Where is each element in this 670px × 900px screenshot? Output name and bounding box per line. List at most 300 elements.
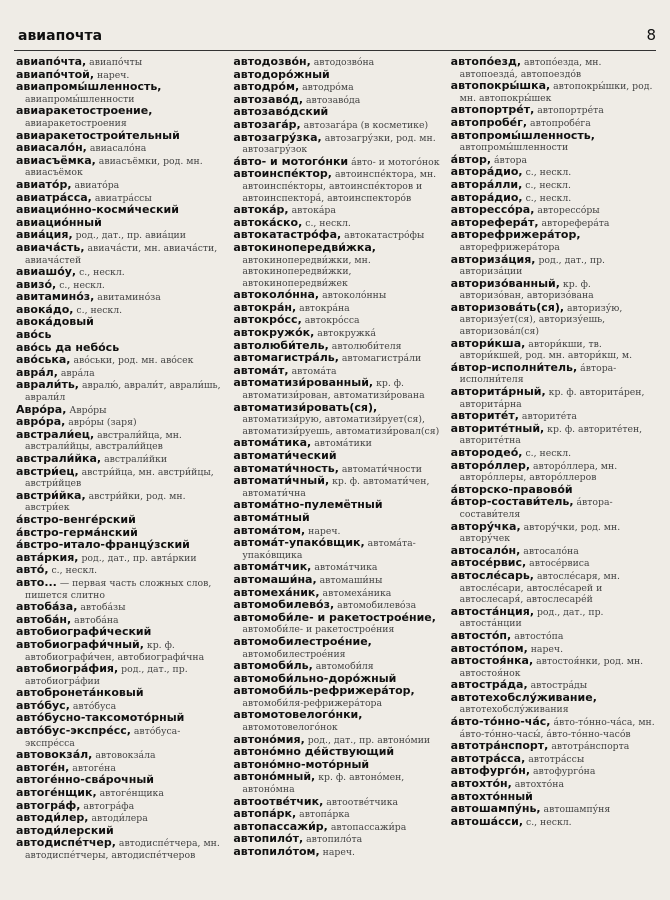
entry-forms: автомобилево́за: [337, 600, 417, 612]
headword: австрали́йка,: [16, 452, 102, 465]
entry-forms: автоматизи́рую, автоматизи́рует(ся), автоматизи́руешь, автоматизи́ровал(ся): [242, 414, 440, 437]
dictionary-entry: [233, 168, 440, 204]
headword: автомати́ческий: [233, 449, 337, 462]
headword: автотра́сса,: [450, 751, 526, 765]
dictionary-entry: [233, 377, 440, 401]
headword: авторефрижера́тор,: [450, 228, 581, 242]
entry-forms: автоди́лера: [91, 813, 148, 825]
entry-forms: авро́ры (заря): [68, 417, 137, 429]
dictionary-entry: [451, 80, 658, 104]
dictionary-entry: [16, 725, 223, 749]
headword: автодиспе́тчер,: [16, 836, 116, 850]
page-header: [14, 28, 656, 51]
headword: авто́бус-экспре́сс,: [16, 724, 131, 738]
entry-forms: автопассажи́ра: [330, 821, 407, 833]
headword: автодоро́жный: [233, 67, 330, 81]
headword: авиацио́нный: [16, 215, 102, 229]
entry-forms: автоколо́нны: [322, 290, 387, 302]
entry-forms: аво́ськи, род. мн. аво́сек: [73, 355, 194, 367]
page-number: 8: [646, 26, 656, 44]
headword: а́втор,: [450, 152, 492, 166]
entry-forms: авиапо́чты: [89, 57, 143, 68]
entry-forms: автопробе́га: [530, 117, 591, 129]
headword: автобиографи́ческий: [16, 625, 152, 639]
headword: авиаракетострои́тельный: [16, 128, 180, 142]
dictionary-entry: [451, 570, 658, 606]
entry-forms: автодозво́на: [313, 57, 375, 68]
entry-forms: австрали́йца, мн. австрали́йцы, австрали́йцев: [25, 429, 182, 453]
entry-forms: авиасало́на: [89, 143, 147, 155]
dictionary-entry: [451, 386, 658, 410]
headword: автопило́том,: [233, 845, 320, 858]
headword: авиапромы́шленность,: [16, 80, 162, 94]
entry-forms: автопило́та: [306, 834, 363, 846]
dictionary-entry: [233, 636, 440, 660]
headword: автопило́т,: [233, 832, 304, 846]
headword: австри́йка,: [16, 488, 86, 502]
headword: автомотовелого́нки,: [233, 708, 363, 722]
headword: автома́тный: [233, 510, 310, 524]
entry-forms: а́втора: [494, 154, 528, 166]
dictionary-column-3: [451, 56, 658, 890]
headword: автогра́ф,: [16, 798, 81, 812]
headword: авитамино́з,: [16, 290, 95, 304]
headword: автопромы́шленность,: [450, 128, 595, 142]
headword: автостра́да,: [450, 678, 528, 692]
headword: автоди́лер,: [16, 811, 89, 825]
headword: авиача́сть,: [16, 240, 85, 254]
entry-forms: с., нескл.: [525, 816, 572, 828]
headword: автора́дио,: [450, 165, 523, 179]
entry-forms: автома́та: [291, 365, 337, 377]
entry-forms: нареч.: [322, 847, 355, 858]
headword: а́втор-состави́тель,: [450, 495, 574, 509]
headword: автобронета́нковый: [16, 686, 144, 700]
headword: Авро́ра,: [16, 402, 67, 416]
headword: автопассажи́р,: [233, 819, 328, 833]
entry-forms: автокро́сса: [304, 315, 360, 327]
dictionary-entry: [451, 130, 658, 154]
headword: автозагру́зка,: [233, 130, 322, 144]
dictionary-column-2: [233, 56, 440, 890]
dictionary-entry: [16, 639, 223, 663]
entry-forms: кр. ф. авторизо́ван, авторизо́вана: [459, 278, 594, 302]
headword: авока́довый: [16, 315, 94, 329]
headword: автомагистра́ль,: [233, 351, 339, 365]
headword: автомати́чность,: [233, 461, 339, 475]
dictionary-entry: [16, 837, 223, 861]
headword: автошампу́нь,: [450, 802, 541, 816]
headword: авторизо́ванный,: [450, 276, 560, 290]
entry-forms: с., нескл.: [59, 279, 105, 291]
entry-forms: автомеха́ника: [322, 587, 392, 599]
running-head: авиапочта: [18, 28, 103, 44]
headword: а́вто- и мотого́нки: [233, 154, 349, 168]
entry-forms: автостоя́нки, род. мн. автостоя́нок: [459, 656, 644, 679]
headword: автокатастро́фа,: [233, 228, 342, 242]
dictionary-entry: [233, 475, 440, 499]
headword: авизо́,: [16, 277, 57, 291]
headword: автоно́мно де́йствующий: [233, 745, 395, 759]
entry-forms: автотра́ссы: [528, 753, 585, 765]
dictionary-entry: [451, 254, 658, 278]
headword: авиашо́у,: [16, 265, 77, 279]
entry-forms: автохто́на: [514, 779, 564, 791]
dictionary-entry: [233, 771, 440, 795]
entry-forms: род., дат., пр. авториза́ции: [459, 254, 605, 278]
entry-forms: род., дат., пр. авта́ркии: [81, 552, 197, 564]
entry-forms: автотра́нспорта: [551, 741, 630, 753]
dictionary-entry: [16, 81, 223, 105]
entry-forms: автомати́чности: [341, 463, 422, 475]
entry-forms: авто́буса-экспре́сса: [25, 726, 181, 749]
dictionary-entry: [16, 105, 223, 129]
entry-forms: автозаво́да: [306, 94, 361, 106]
entry-forms: авра́ла: [60, 367, 95, 379]
headword: автолюби́тель,: [233, 338, 329, 352]
headword: автозага́р,: [233, 117, 301, 131]
entry-forms: кр. ф. авторита́рен, авторита́рна: [459, 387, 645, 410]
entry-forms: нареч.: [530, 643, 564, 655]
headword: автомаши́на,: [233, 572, 317, 586]
headword: автору́чка,: [450, 519, 521, 533]
entry-forms: авиатра́ссы: [94, 192, 152, 204]
entry-forms: автофурго́на: [532, 766, 596, 778]
headword: авиацио́нно-косми́ческий: [16, 203, 179, 217]
dictionary-entry: [233, 537, 440, 561]
entry-forms: автозага́ра (в косметике): [303, 119, 429, 131]
headword: автомоби́льно-доро́жный: [233, 671, 397, 685]
dictionary-entry: [451, 56, 658, 80]
headword: автоге́н,: [16, 760, 70, 774]
headword: автоша́сси,: [450, 814, 524, 828]
entry-forms: с., нескл.: [76, 304, 123, 316]
headword: авторизова́ть(ся),: [450, 300, 565, 314]
entry-forms: автопортре́та: [537, 105, 604, 117]
entry-forms: автосто́па: [514, 630, 564, 642]
headword: авто́,: [16, 563, 49, 577]
entry-forms: австри́йца, мн. австри́йцы, австри́йцев: [25, 466, 214, 490]
headword: авиатра́сса,: [16, 190, 92, 204]
dictionary-entry: [16, 663, 223, 687]
headword: а́встро-итало-францу́зский: [16, 538, 190, 552]
headword: автоно́мно-мото́рный: [233, 757, 370, 771]
headword: авторите́т,: [450, 409, 519, 423]
headword: автора́лли,: [450, 177, 523, 191]
entry-forms: автомоби́ля-рефрижера́тора: [242, 697, 383, 709]
headword: автоматизи́ровать(ся),: [233, 400, 378, 414]
headword: авта́ркия,: [16, 550, 79, 564]
headword: авиато́р,: [16, 177, 72, 191]
headword: автокро́сс,: [233, 313, 302, 327]
entry-forms: автомоби́ле- и ракетострое́ния: [242, 624, 395, 636]
dictionary-entry: [451, 278, 658, 302]
headword: автока́р,: [233, 203, 289, 217]
headword: аврали́ть,: [16, 378, 79, 392]
headword: автохто́н,: [450, 777, 512, 791]
entry-forms: авралю́, аврали́т, аврали́шь, аврали́л: [25, 380, 221, 404]
headword: автоба́за,: [16, 600, 78, 614]
dictionary-entry: [233, 132, 440, 156]
entry-forms: автопа́рка: [299, 809, 350, 821]
headword: а́встро-герма́нский: [16, 525, 138, 539]
headword: авиасъёмка,: [16, 153, 96, 167]
dictionary-entry: [16, 155, 223, 179]
headword: авро́ра,: [16, 415, 66, 429]
headword: авторефера́т,: [450, 215, 539, 229]
entry-forms: автопо́езда, мн. автопоезда́, автопоездо́в: [459, 57, 602, 80]
headword: автородео́,: [450, 446, 523, 459]
entry-forms: с., нескл.: [525, 179, 571, 191]
headword: автомобилево́з,: [233, 598, 335, 612]
headword: автобиографи́чный,: [16, 637, 144, 651]
entry-forms: с., нескл.: [525, 167, 572, 179]
entry-forms: автору́чки, род. мн. автору́чек: [459, 521, 621, 545]
entry-forms: кр. ф. автомати́чен, автомати́чна: [242, 476, 430, 499]
entry-forms: авиача́сти, мн. авиача́сти, авиача́стей: [25, 242, 218, 266]
entry-forms: автосало́на: [523, 545, 579, 557]
entry-forms: нареч.: [97, 69, 130, 81]
headword: автозаво́дский: [233, 105, 329, 119]
entry-forms: а́втора-исполни́теля: [459, 362, 617, 386]
headword: автозаво́д,: [233, 92, 304, 106]
entry-forms: автогра́фа: [83, 800, 135, 812]
headword: автопокры́шка,: [450, 79, 551, 93]
entry-forms: автозагру́зки, род. мн. автозагру́зок: [242, 132, 436, 156]
headword: автома́т,: [233, 363, 289, 377]
dictionary-entry: [451, 606, 658, 630]
headword: автома́тно-пулемётный: [233, 498, 383, 512]
headword: автоге́нно-сва́рочный: [16, 773, 154, 787]
headword: австрали́ец,: [16, 427, 95, 441]
dictionary-entry: [233, 846, 440, 859]
dictionary-columns: [16, 56, 658, 890]
entry-forms: автоба́на: [74, 614, 119, 626]
entry-forms: автома́тики: [314, 438, 372, 450]
entry-forms: с., нескл.: [525, 192, 572, 204]
entry-forms: автома́та-упако́вщика: [242, 538, 416, 561]
dictionary-entry: [233, 685, 440, 709]
headword: авторите́тный,: [450, 421, 545, 435]
entry-forms: автоге́нщика: [99, 788, 164, 800]
entry-forms: авиапромы́шленности: [25, 93, 135, 105]
entry-forms: автоба́зы: [80, 602, 126, 614]
headword: автопробе́г,: [450, 115, 528, 129]
entry-forms: авторите́та: [521, 411, 577, 423]
entry-forms: с., нескл.: [525, 448, 572, 459]
headword: автори́кша,: [450, 336, 526, 350]
dictionary-entry: [16, 429, 223, 453]
headword: автомоби́ль-рефрижера́тор,: [233, 684, 415, 698]
headword: автома́том,: [233, 523, 306, 537]
entry-forms: автодиспе́тчера, мн. автодиспе́тчеры, автодиспе́тчеров: [25, 838, 220, 861]
entry-forms: автошампу́ня: [543, 804, 611, 816]
dictionary-entry: [451, 338, 658, 362]
dictionary-entry: [233, 709, 440, 733]
headword: автомати́чный,: [233, 474, 330, 488]
entry-forms: с., нескл.: [51, 565, 98, 577]
entry-forms: авторо́ллера, мн. авторо́ллеры, авторо́ллеров: [459, 460, 618, 484]
headword: автомеха́ник,: [233, 585, 320, 599]
headword: австри́ец,: [16, 464, 79, 478]
headword: автосто́п,: [450, 628, 512, 642]
headword: автоно́мия,: [233, 732, 305, 746]
headword: автоинспе́ктор,: [233, 167, 332, 181]
entry-forms: а́вто- и мотого́нок: [351, 156, 440, 168]
entry-forms: автопокры́шки, род. мн. автопокры́шек: [459, 81, 653, 104]
headword: автопортре́т,: [450, 103, 535, 117]
headword: автохто́нный: [450, 789, 533, 803]
entry-forms: кр. ф. автобиографи́чен, автобиографи́чна: [25, 639, 205, 663]
headword: авторессо́ра,: [450, 203, 535, 217]
entry-forms: автостра́ды: [530, 680, 588, 692]
headword: автофурго́н,: [450, 764, 531, 778]
entry-forms: автотехобслу́живания: [459, 704, 569, 716]
entry-forms: автолюби́теля: [331, 340, 402, 352]
entry-forms: автомоби́ля: [315, 661, 374, 673]
dictionary-entry: [233, 242, 440, 289]
headword: автосе́рвис,: [450, 556, 527, 570]
headword: автокра́н,: [233, 300, 297, 314]
entry-forms: автовокза́ла: [95, 750, 156, 762]
entry-forms: автоге́на: [72, 762, 116, 774]
entry-forms: нареч.: [308, 525, 341, 537]
headword: автоно́мный,: [233, 770, 316, 784]
headword: автокинопередви́жка,: [233, 240, 376, 254]
entry-forms: автокружка́: [317, 328, 376, 340]
dictionary-entry: [451, 423, 658, 447]
dictionary-entry: [451, 716, 658, 740]
headword: автобиогра́фия,: [16, 662, 119, 676]
entry-forms: авиасъёмки, род. мн. авиасъёмок: [25, 155, 203, 179]
headword: автопа́рк,: [233, 807, 297, 821]
entry-forms: род., дат., пр. авиа́ции: [75, 230, 186, 242]
headword: авторо́ллер,: [450, 458, 531, 472]
headword: автора́дио,: [450, 190, 523, 204]
headword: автосто́пом,: [450, 641, 528, 655]
headword: автоба́н,: [16, 612, 72, 626]
headword: автодозво́н,: [233, 56, 311, 68]
headword: автомоби́ль,: [233, 659, 313, 673]
entry-forms: род., дат., пр. автобиогра́фии: [25, 664, 188, 687]
entry-forms: кр. ф. автоно́мен, автоно́мна: [242, 772, 405, 796]
headword: авто...: [16, 575, 57, 589]
dictionary-entry: [451, 816, 658, 829]
entry-forms: автомобилестрое́ния: [242, 648, 346, 660]
headword: авра́л,: [16, 365, 58, 379]
entry-forms: с., нескл.: [79, 267, 125, 279]
headword: аво́сь: [16, 328, 52, 342]
headword: автотехобслу́живание,: [450, 690, 597, 704]
entry-forms: автока́ра: [291, 205, 336, 217]
entry-forms: автоинспе́ктора, мн. автоинспе́кторы, автоинспе́кторов и автоинспектора́, автоинспекторо́в: [242, 169, 437, 204]
entry-forms: авиаракетостроения: [25, 117, 127, 129]
headword: авториза́ция,: [450, 252, 536, 266]
headword: автоста́нция,: [450, 604, 534, 618]
dictionary-entry: [451, 229, 658, 253]
headword: автопо́езд,: [450, 56, 522, 68]
headword: автодро́м,: [233, 80, 300, 94]
headword: а́вто-то́нно-ча́с,: [450, 715, 551, 729]
dictionary-entry: [451, 302, 658, 338]
entry-forms: авторизу́ю, авторизу́ет(ся), авторизу́ешь, авторизова́л(ся): [459, 302, 623, 338]
headword: а́втор-исполни́тель,: [450, 360, 578, 374]
entry-forms: автори́кши, тв. автори́кшей, род. мн. автори́кш, м.: [459, 338, 633, 362]
headword: автостоя́нка,: [450, 654, 534, 668]
entry-forms: авторефрижера́тора: [459, 241, 560, 253]
entry-forms: авитамино́за: [97, 292, 161, 304]
entry-forms: автомотовелого́нок: [242, 722, 338, 734]
dictionary-column-1: [16, 56, 223, 890]
headword: автосле́сарь,: [450, 568, 534, 582]
entry-forms: автома́тчика: [314, 562, 378, 574]
headword: автосало́н,: [450, 543, 521, 557]
dictionary-entry: [451, 496, 658, 520]
headword: а́вторско-правово́й: [450, 482, 573, 496]
headword: авторита́рный,: [450, 385, 546, 399]
entry-forms: автодро́ма: [302, 82, 354, 94]
entry-forms: с., нескл.: [305, 217, 351, 229]
dictionary-entry: [451, 692, 658, 716]
entry-forms: кр. ф. автоматизи́рован, автоматизи́рована: [242, 378, 425, 402]
entry-forms: авторессо́ры: [537, 205, 600, 217]
entry-forms: а́втора-состави́теля: [459, 497, 613, 520]
headword: автотра́нспорт,: [450, 739, 549, 753]
entry-forms: — первая часть сложных слов, пишется слитно: [25, 577, 212, 601]
headword: автоге́нщик,: [16, 786, 97, 800]
dictionary-entry: [233, 612, 440, 636]
headword: аво́сь да небо́сь: [16, 340, 120, 354]
headword: авиасало́н,: [16, 141, 87, 155]
headword: автока́ско,: [233, 215, 303, 229]
entry-forms: автомаши́ны: [319, 574, 383, 586]
entry-forms: автопромы́шленности: [459, 142, 569, 154]
headword: авто́бусно-таксомото́рный: [16, 711, 185, 725]
dictionary-entry: [451, 521, 658, 545]
entry-forms: авиато́ра: [74, 179, 120, 191]
headword: автоколо́нна,: [233, 288, 320, 302]
headword: авиапо́чта,: [16, 56, 87, 68]
dictionary-entry: [233, 402, 440, 438]
headword: авока́до,: [16, 302, 74, 316]
entry-forms: австри́йки, род. мн. австри́ек: [25, 490, 186, 514]
entry-forms: австрали́йки: [104, 454, 168, 465]
headword: аво́ська,: [16, 353, 71, 367]
entry-forms: род., дат., пр. автоно́мии: [307, 734, 431, 746]
headword: автовокза́л,: [16, 748, 93, 762]
dictionary-entry: [16, 466, 223, 490]
headword: автомоби́ле- и ракетострое́ние,: [233, 610, 436, 624]
entry-forms: автоотве́тчика: [326, 796, 399, 808]
dictionary-entry: [16, 242, 223, 266]
dictionary-entry: [16, 490, 223, 514]
entry-forms: автосе́рвиса: [529, 558, 590, 570]
headword: автоотве́тчик,: [233, 794, 324, 808]
headword: авиаракетостроение,: [16, 104, 153, 118]
headword: автома́т-упако́вщик,: [233, 536, 365, 550]
headword: автоди́лерский: [16, 823, 114, 837]
entry-forms: автокинопередви́жки, мн. автокинопередви́жки, автокинопередви́жек: [242, 254, 371, 289]
headword: автокружо́к,: [233, 326, 315, 340]
headword: автома́тика,: [233, 436, 312, 450]
headword: авиапо́чтой,: [16, 67, 95, 81]
entry-forms: Авро́ры: [69, 404, 107, 416]
entry-forms: кр. ф. авторите́тен, авторите́тна: [459, 423, 643, 447]
headword: а́встро-венге́рский: [16, 512, 136, 526]
headword: автома́тчик,: [233, 560, 312, 574]
dictionary-entry: [451, 655, 658, 679]
entry-forms: автомагистра́ли: [341, 353, 422, 365]
